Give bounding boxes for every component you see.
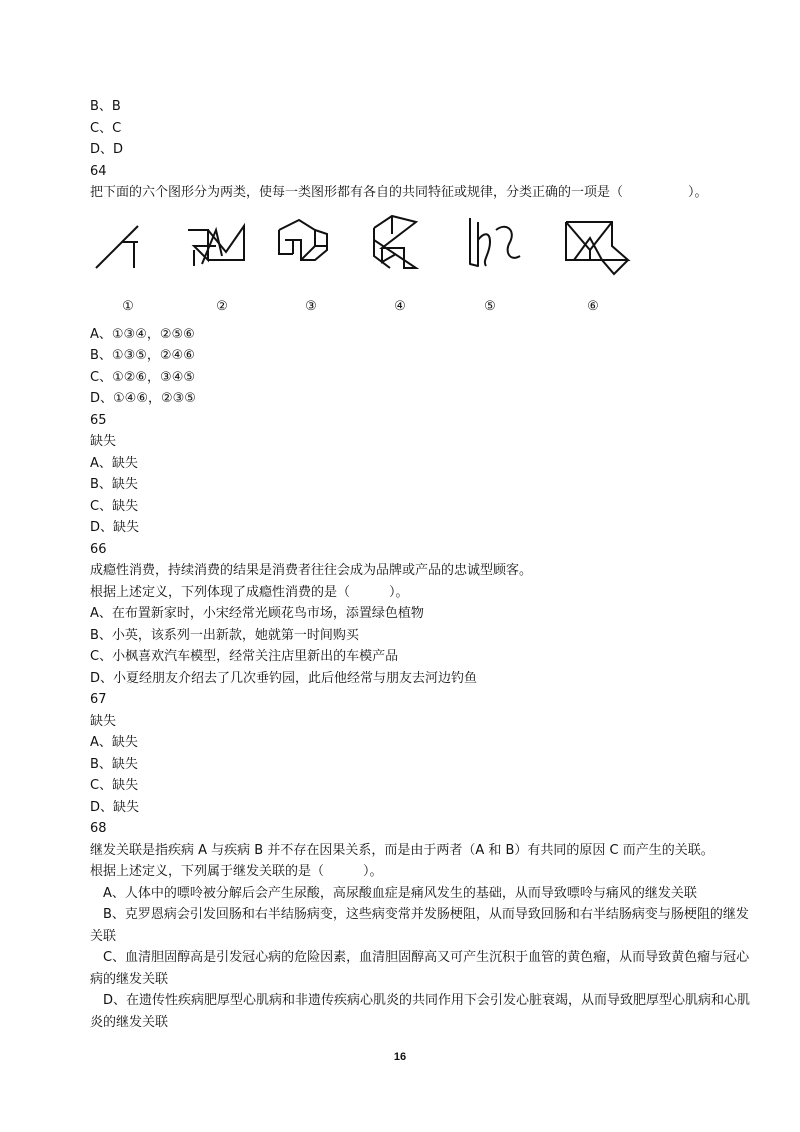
q67-number: 67 (90, 692, 107, 707)
q66-option-a: A、在布置新家时，小宋经常光顾花鸟市场，添置绿色植物 (90, 606, 424, 621)
q64-option-d: D、①④⑥，②③⑤ (90, 391, 196, 406)
figure-6-drawing (550, 210, 640, 290)
q64-figures (90, 210, 750, 320)
q67-option-a: A、缺失 (90, 735, 138, 750)
q63-option-c: C、C (90, 120, 122, 136)
q66-question: 根据上述定义，下列体现了成瘾性消费的是（ ）。 (90, 584, 409, 600)
q64-number: 64 (90, 163, 107, 179)
q68-definition: 继发关联是指疾病 A 与疾病 B 并不存在因果关系，而是由于两者（A 和 B）有共同的原因 C 而产生的关联。 (90, 842, 714, 858)
q67-stem: 缺失 (90, 713, 117, 729)
figure-3 (271, 210, 351, 320)
figure-5-drawing (450, 210, 530, 290)
q67-option-d: D、缺失 (90, 799, 140, 815)
figure-3-label: ③ (305, 298, 317, 314)
q66-number: 66 (90, 541, 107, 557)
figure-5-label: ⑤ (484, 298, 496, 314)
figure-5 (450, 210, 530, 320)
q65-option-b: B、缺失 (90, 477, 138, 492)
q68-number: 68 (90, 821, 107, 836)
q64-option-c: C、①②⑥，③④⑤ (90, 369, 196, 385)
q63-option-d: D、D (90, 142, 124, 157)
q65-number: 65 (90, 412, 107, 428)
q66-option-c: C、小枫喜欢汽车模型，经常关注店里新出的车模产品 (90, 649, 399, 664)
q66-option-b: B、小英，该系列一出新款，她就第一时间购买 (90, 627, 359, 643)
document-body (90, 96, 750, 1033)
figure-2-drawing (182, 210, 262, 290)
q63-option-b: B、B (90, 99, 121, 114)
figure-2 (182, 210, 262, 320)
q67-option-b: B、缺失 (90, 756, 138, 772)
q65-stem: 缺失 (90, 434, 117, 449)
figure-4-label: ④ (394, 298, 406, 314)
q65-option-c: C、缺失 (90, 498, 139, 514)
figure-1-label: ① (122, 298, 134, 314)
q68-option-b: B、克罗恩病会引发回肠和右半结肠病变，这些病变常并发肠梗阻，从而导致回肠和右半结肠病变与肠梗阻的继发关联 (90, 907, 749, 944)
q65-option-a: A、缺失 (90, 455, 138, 471)
figure-6-label: ⑥ (587, 298, 599, 314)
q66-definition: 成瘾性消费，持续消费的结果是消费者往往会成为品牌或产品的忠诚型顾客。 (90, 563, 533, 578)
page-number: 16 (393, 1051, 407, 1063)
q68-option-a: A、人体中的嘌呤被分解后会产生尿酸，高尿酸血症是痛风发生的基础，从而导致嘌呤与痛风的继发关联 (103, 885, 697, 901)
figure-3-drawing (271, 210, 351, 290)
q64-option-b: B、①③⑤，②④⑥ (90, 348, 195, 363)
figure-4-drawing (360, 210, 440, 290)
q68-option-d: D、在遗传性疾病肥厚型心肌病和非遗传疾病心肌炎的共同作用下会引发心脏衰竭，从而导致肥厚型心肌病和心肌炎的继发关联 (90, 993, 751, 1030)
q66-option-d: D、小夏经朋友介绍去了几次垂钓园，此后他经常与朋友去河边钓鱼 (90, 670, 478, 686)
figure-4 (360, 210, 440, 320)
q65-option-d: D、缺失 (90, 520, 140, 535)
figure-1-drawing (88, 210, 168, 290)
q68-question: 根据上述定义，下列属于继发关联的是（ ）。 (90, 864, 383, 879)
q67-option-c: C、缺失 (90, 778, 139, 793)
figure-1 (88, 210, 168, 320)
q68-option-c: C、血清胆固醇高是引发冠心病的危险因素，血清胆固醇高又可产生沉积于血管的黄色瘤，从而导致黄色瘤与冠心病的继发关联 (90, 950, 750, 987)
q64-option-a: A、①③④，②⑤⑥ (90, 326, 195, 342)
q64-stem: 把下面的六个图形分为两类，使每一类图形都有各自的共同特征或规律，分类正确的一项是（ ）。 (90, 185, 708, 200)
figure-6 (550, 210, 630, 320)
figure-2-label: ② (216, 298, 228, 314)
